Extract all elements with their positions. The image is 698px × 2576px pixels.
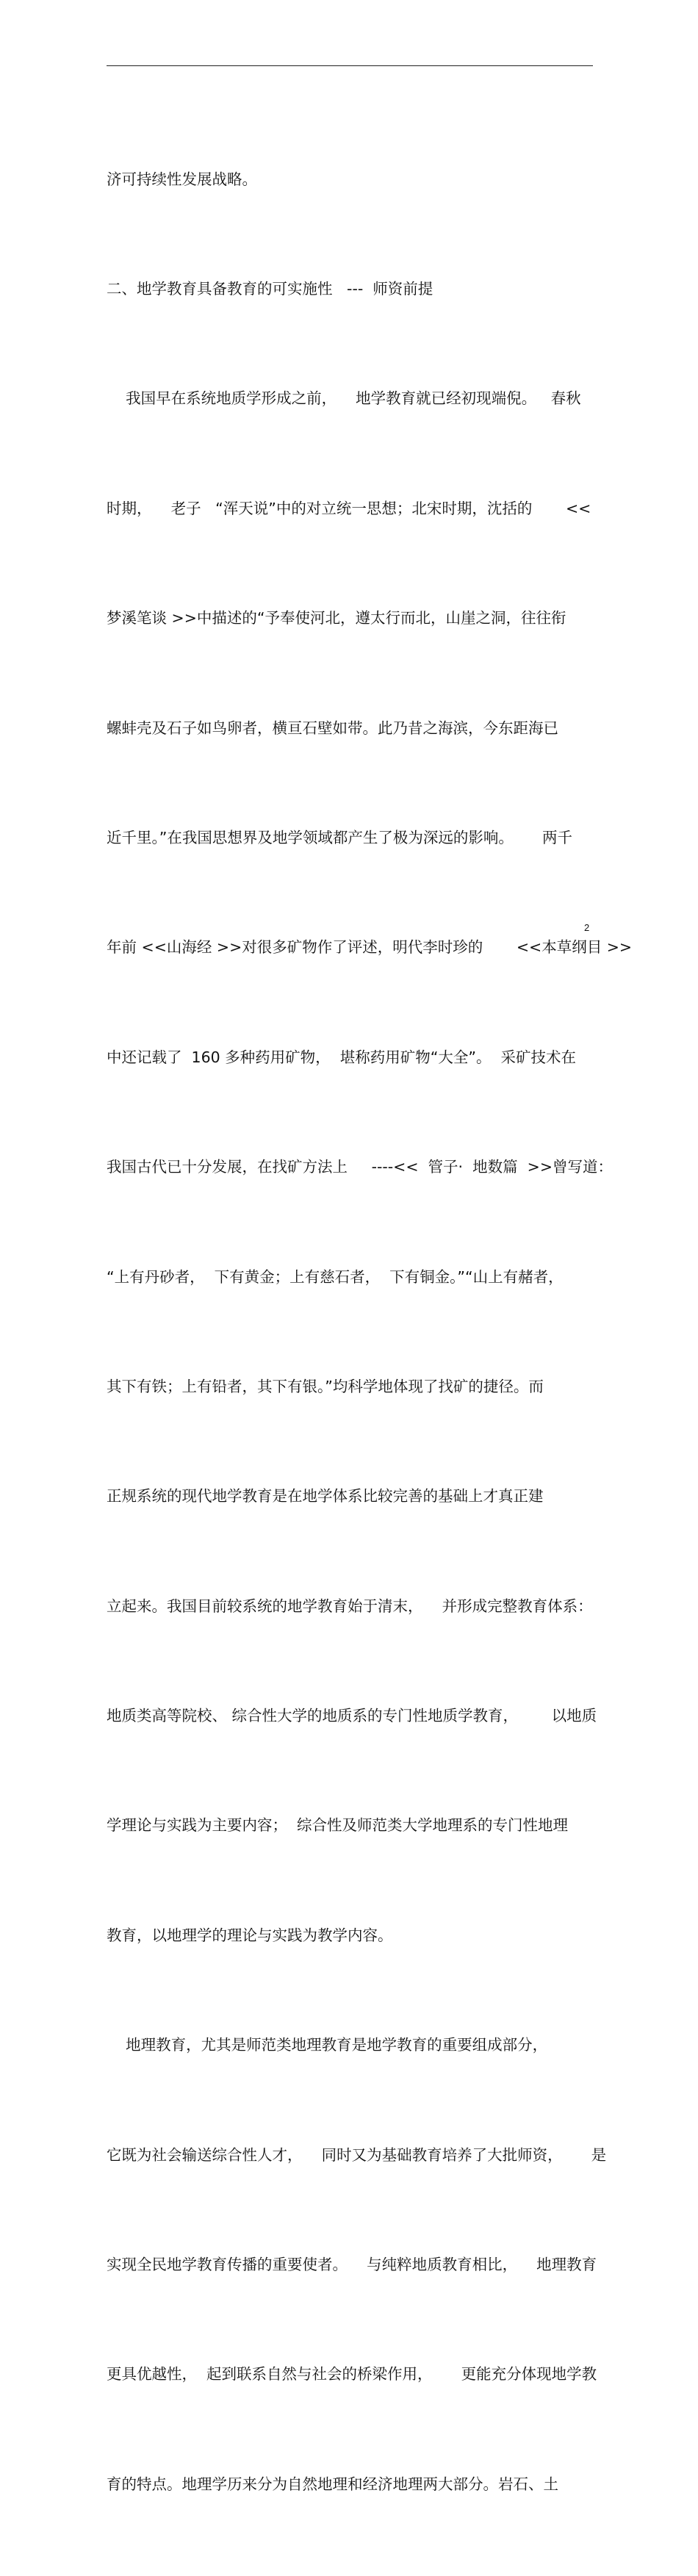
text-line: 学理论与实践为主要内容； 综合性及师范类大学地理系的专门性地理 bbox=[107, 1816, 569, 1835]
text-line: 正规系统的现代地学教育是在地学体系比较完善的基础上才真正建 bbox=[107, 1487, 544, 1505]
text-line: 教育，以地理学的理论与实践为教学内容。 bbox=[107, 1926, 393, 1944]
text-line: 地理教育，尤其是师范类地理教育是地学教育的重要组成部分， bbox=[107, 2036, 548, 2054]
text-line: 我国古代已十分发展，在找矿方法上 ----<< 管子· 地数篇 >>曾写道： bbox=[107, 1158, 613, 1176]
text-line: 实现全民地学教育传播的重要使者。 与纯粹地质教育相比， 地理教育 bbox=[107, 2256, 597, 2274]
text-line: 更具优越性， 起到联系自然与社会的桥梁作用， 更能充分体现地学教 bbox=[107, 2365, 597, 2383]
text-line: 中还记载了 160 多种药用矿物， 堪称药用矿物“大全”。 采矿技术在 bbox=[107, 1048, 576, 1066]
text-line: 它既为社会输送综合性人才， 同时又为基础教育培养了大批师资， 是 bbox=[107, 2145, 607, 2164]
text-line: 其下有铁；上有铅者，其下有银。”均科学地体现了找矿的捷径。而 bbox=[107, 1377, 544, 1395]
section-heading: 二、地学教育具备教育的可实施性 --- 师资前提 bbox=[107, 279, 433, 298]
text-line: 年前 <<山海经 >>对很多矿物作了评述，明代李时珍的 <<本草纲目 >> bbox=[107, 938, 633, 957]
text-line: 地质类高等院校、 综合性大学的地质系的专门性地质学教育， 以地质 bbox=[107, 1707, 597, 1725]
text-line: 我国早在系统地质学形成之前， 地学教育就已经初现端倪。 春秋 bbox=[107, 389, 581, 408]
text-line: 梦溪笔谈 >>中描述的“予奉使河北，遵太行而北，山崖之洞，往往衔 bbox=[107, 609, 566, 627]
text-line: 螺蚌壳及石子如鸟卵者，横亘石壁如带。此乃昔之海滨，今东距海已 bbox=[107, 719, 558, 737]
text-line: 育的特点。地理学历来分为自然地理和经济地理两大部分。岩石、土 bbox=[107, 2475, 558, 2493]
header-rule bbox=[107, 65, 593, 66]
body-text bbox=[107, 88, 633, 2576]
text-line: 济可持续性发展战略。 bbox=[107, 170, 257, 188]
text-line: 时期， 老子 “浑天说”中的对立统一思想；北宋时期，沈括的 << bbox=[107, 499, 591, 517]
text-line: “上有丹砂者， 下有黄金；上有慈石者， 下有铜金。”“山上有赭者， bbox=[107, 1267, 564, 1286]
page-number: 2 bbox=[584, 922, 590, 933]
text-line: 立起来。我国目前较系统的地学教育始于清末， 并形成完整教育体系： bbox=[107, 1597, 593, 1615]
text-line: 近千里。”在我国思想界及地学领域都产生了极为深远的影响。 两千 bbox=[107, 828, 572, 846]
